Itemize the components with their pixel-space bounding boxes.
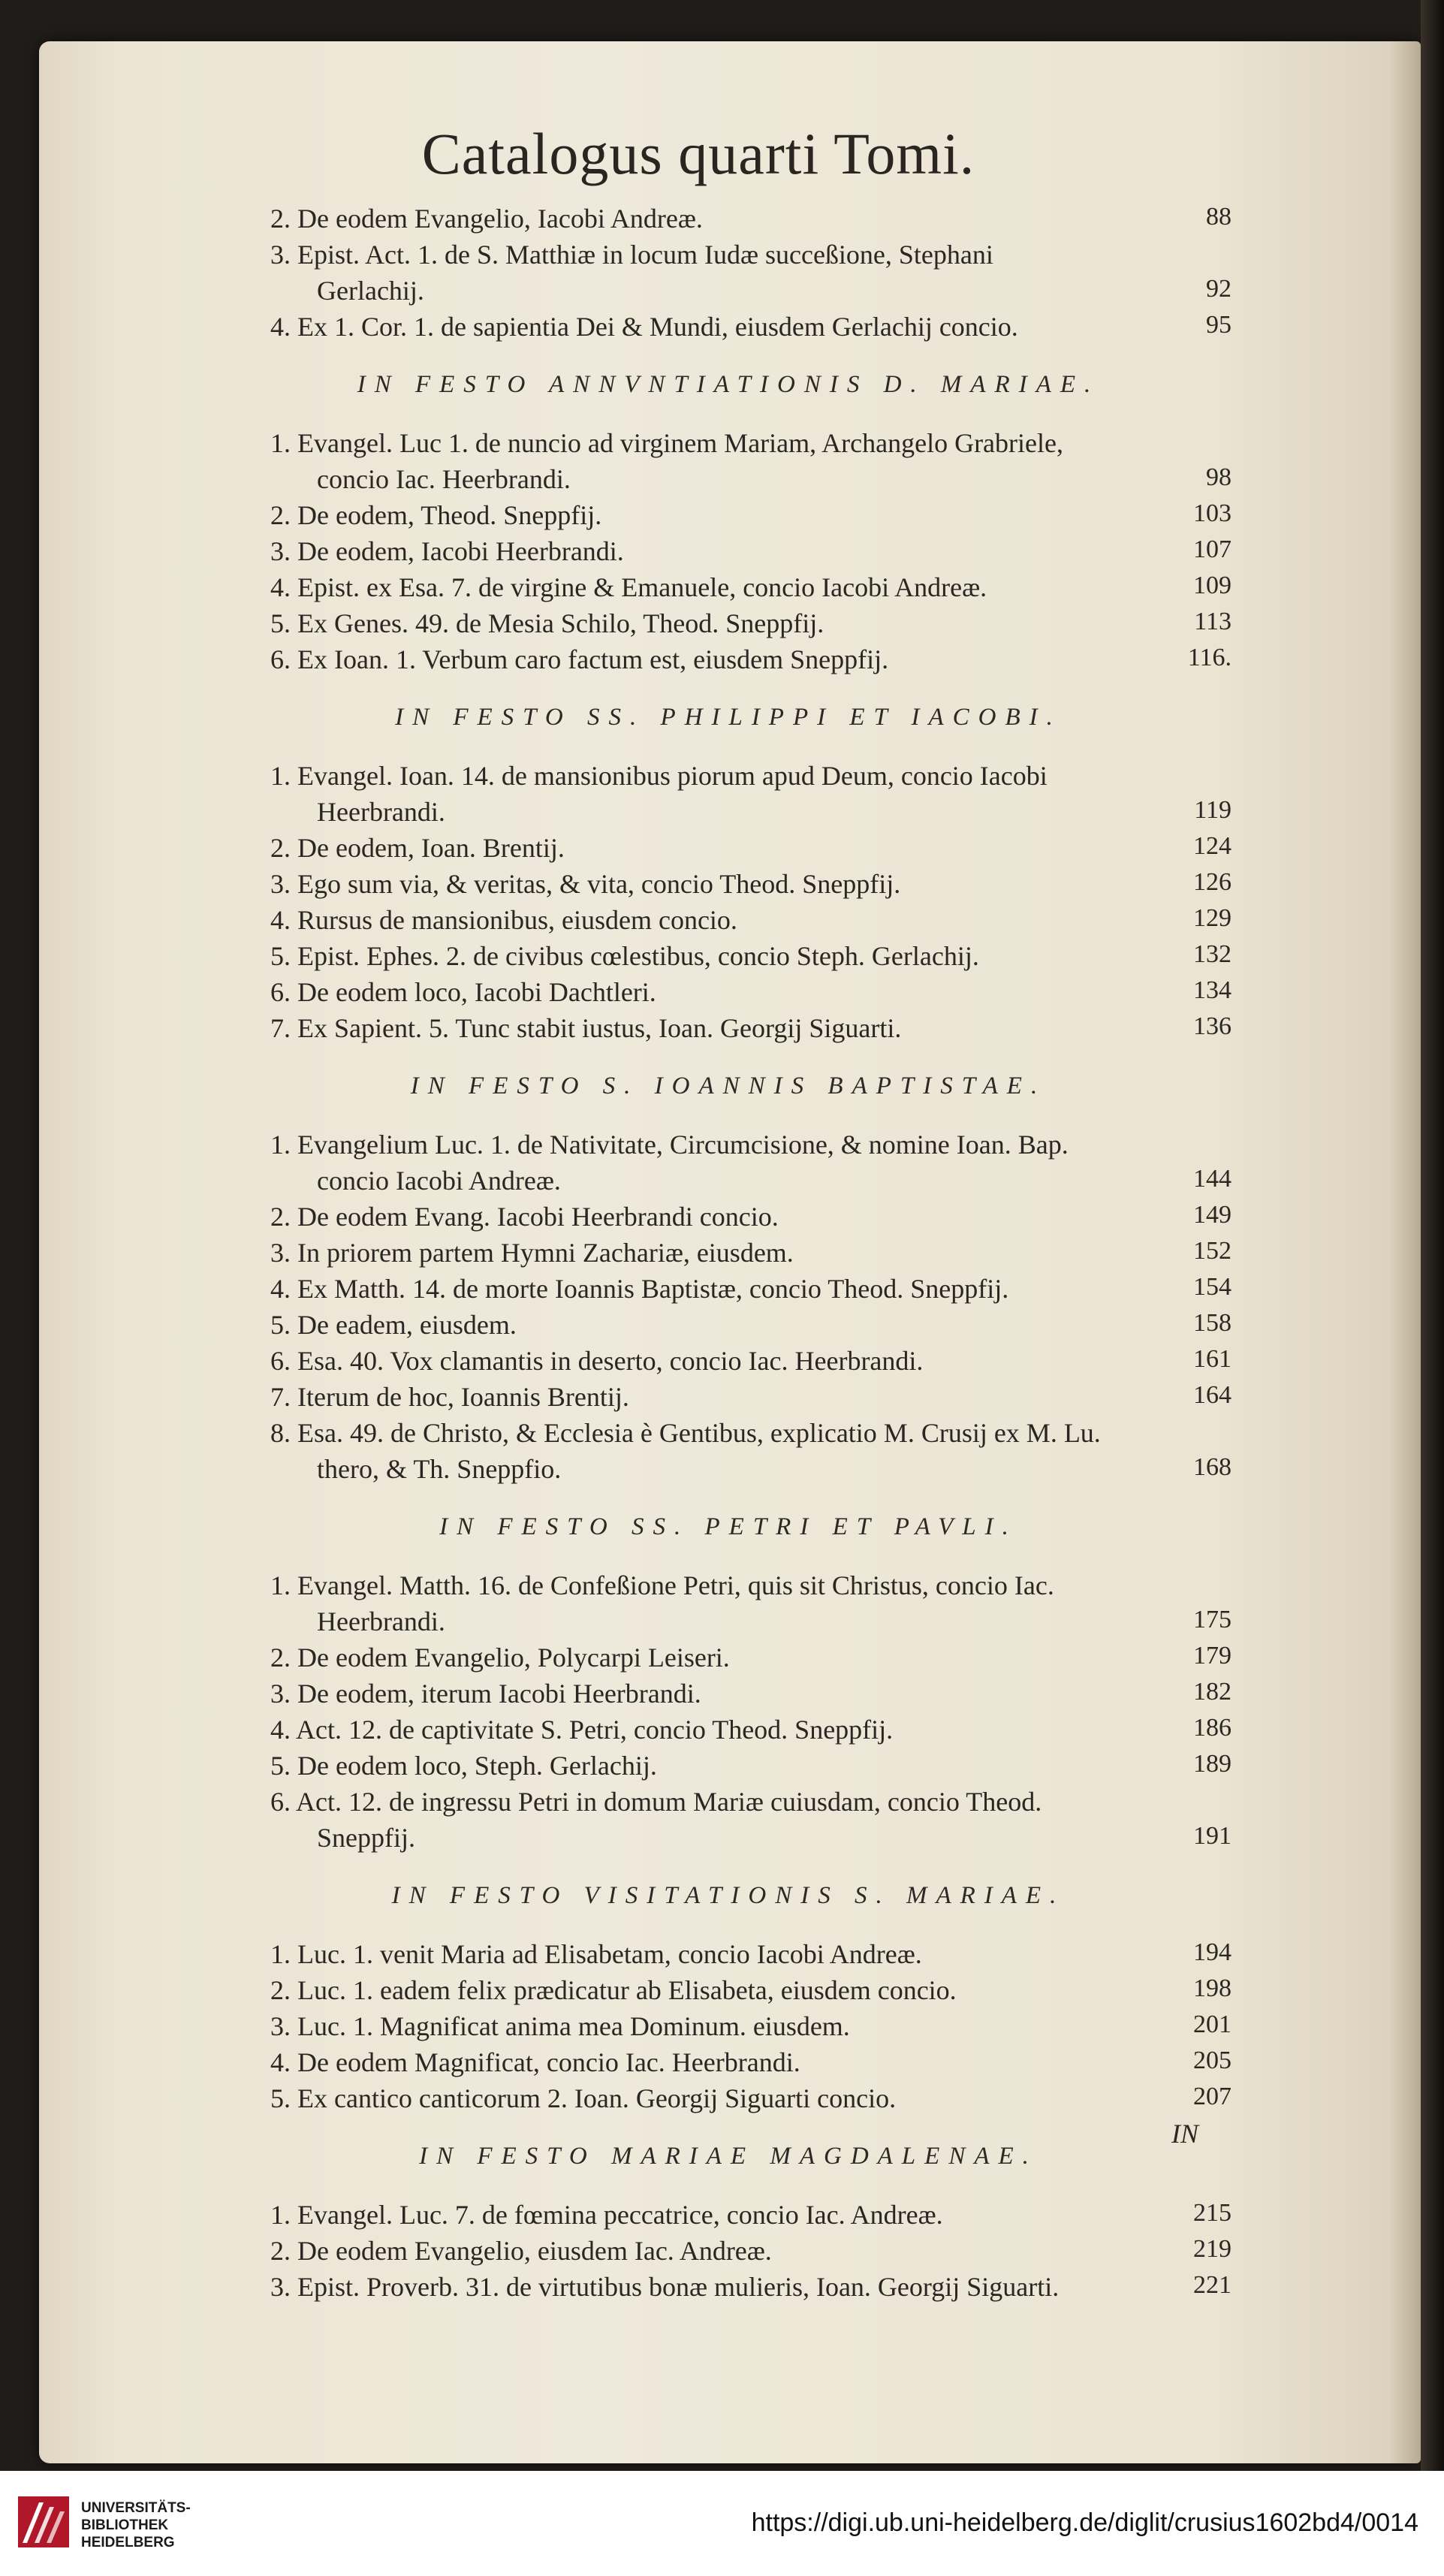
entry-text: 4. Act. 12. de captivitate S. Petri, concio Theod. Sneppfij. <box>270 1715 894 1745</box>
entry-page-number: 198 <box>1193 1974 1231 2002</box>
entry-text: 4. Epist. ex Esa. 7. de virgine & Emanuele, concio Iacobi Andreæ. <box>270 572 987 602</box>
entry-text: Heerbrandi. <box>317 1606 445 1636</box>
entry-page-number: 175 <box>1193 1606 1231 1633</box>
catalog-entry <box>270 463 1231 499</box>
entry-text: 5. De eodem loco, Steph. Gerlachij. <box>270 1751 657 1781</box>
entry-text: 5. Epist. Ephes. 2. de civibus cœlestibus, concio Steph. Gerlachij. <box>270 941 979 971</box>
entry-text: 5. Ex Genes. 49. de Mesia Schilo, Theod. Sneppfij. <box>270 608 824 638</box>
catalog-entry <box>270 572 1231 608</box>
entry-page-number: 186 <box>1193 1714 1231 1742</box>
entry-page-number: 132 <box>1193 940 1231 968</box>
entry-page-number: 194 <box>1193 1938 1231 1966</box>
catalog-entry <box>270 1642 1231 1678</box>
catalog-entry <box>270 1129 1231 1165</box>
entry-text: 3. Luc. 1. Magnificat anima mea Dominum. eiusdem. <box>270 2011 850 2041</box>
catalog-entry <box>270 535 1231 572</box>
entry-text: concio Iac. Heerbrandi. <box>317 464 571 494</box>
entry-page-number: 201 <box>1193 2010 1231 2038</box>
entry-text: 3. De eodem, iterum Iacobi Heerbrandi. <box>270 1679 701 1709</box>
catalog-entry <box>270 868 1231 904</box>
entry-page-number: 152 <box>1193 1237 1231 1265</box>
entry-text: 1. Evangelium Luc. 1. de Nativitate, Circumcisione, & nomine Ioan. Bap. <box>270 1130 1069 1160</box>
catalog-entry <box>270 1570 1231 1606</box>
entry-page-number: 168 <box>1193 1453 1231 1481</box>
entry-text: 3. Ego sum via, & veritas, & vita, concio Theod. Sneppfij. <box>270 869 901 899</box>
entry-page-number: 124 <box>1193 832 1231 860</box>
entry-text: 6. De eodem loco, Iacobi Dachtleri. <box>270 977 656 1007</box>
entry-page-number: 134 <box>1193 976 1231 1004</box>
entry-page-number: 182 <box>1193 1678 1231 1706</box>
catalog-entry <box>270 203 1231 239</box>
entry-text: 3. Epist. Act. 1. de S. Matthiæ in locum Iudæ succeßione, Stephani <box>270 240 993 270</box>
entry-page-number: 191 <box>1193 1822 1231 1850</box>
entry-page-number: 144 <box>1193 1165 1231 1193</box>
entry-page-number: 103 <box>1193 499 1231 527</box>
catalog-entry <box>270 427 1231 463</box>
catalog-entry <box>270 1417 1231 1453</box>
entry-page-number: 149 <box>1193 1201 1231 1229</box>
section-heading: IN FESTO S. IOANNIS BAPTISTAE. <box>410 1072 1047 1099</box>
entry-page-number: 189 <box>1193 1750 1231 1778</box>
entry-text: 6. Act. 12. de ingressu Petri in domum Mariæ cuiusdam, concio Theod. <box>270 1787 1042 1817</box>
entry-text: Sneppfij. <box>317 1823 415 1853</box>
library-name-line: BIBLIOTHEK <box>81 2517 169 2533</box>
catalog-entry <box>270 311 1231 347</box>
catalog-entry <box>270 2199 1231 2235</box>
next-page-edge <box>1421 0 1444 2471</box>
catchword: IN <box>1171 2119 1198 2149</box>
catalog-entry <box>270 1606 1231 1642</box>
catalog-entry <box>270 976 1231 1012</box>
entry-text: 6. Ex Ioan. 1. Verbum caro factum est, eiusdem Sneppfij. <box>270 644 889 674</box>
section-heading: IN FESTO ANNVNTIATIONIS D. MARIAE. <box>357 371 1100 398</box>
page-edge-shadow <box>1389 41 1421 2463</box>
entry-text: 1. Evangel. Matth. 16. de Confeßione Petri, quis sit Christus, concio Iac. <box>270 1570 1054 1600</box>
entry-page-number: 161 <box>1193 1345 1231 1373</box>
entry-text: 2. De eodem Evangelio, eiusdem Iac. Andreæ. <box>270 2236 772 2266</box>
catalog-entry <box>270 1822 1231 1858</box>
library-name-line: UNIVERSITÄTS- <box>81 2500 191 2516</box>
catalog-entry <box>270 1237 1231 1273</box>
entry-text: 2. De eodem Evangelio, Iacobi Andreæ. <box>270 204 703 234</box>
entry-page-number: 92 <box>1206 275 1231 303</box>
entry-page-number: 219 <box>1193 2235 1231 2263</box>
entry-page-number: 179 <box>1193 1642 1231 1670</box>
entry-text: 2. Luc. 1. eadem felix prædicatur ab Elisabeta, eiusdem concio. <box>270 1975 957 2005</box>
entry-text: 7. Iterum de hoc, Ioannis Brentij. <box>270 1382 629 1412</box>
entry-text: 3. Epist. Proverb. 31. de virtutibus bonæ mulieris, Ioan. Georgij Siguarti. <box>270 2272 1060 2302</box>
catalog-entry <box>270 239 1231 275</box>
catalog-entry <box>270 904 1231 940</box>
catalog-entry <box>270 608 1231 644</box>
catalog-entry <box>270 1381 1231 1417</box>
entry-page-number: 164 <box>1193 1381 1231 1409</box>
entry-text: 4. Ex 1. Cor. 1. de sapientia Dei & Mundi, eiusdem Gerlachij concio. <box>270 312 1018 342</box>
catalog-entry <box>270 1786 1231 1822</box>
entry-text: 2. De eodem Evang. Iacobi Heerbrandi concio. <box>270 1202 779 1232</box>
entry-page-number: 109 <box>1193 572 1231 599</box>
catalog-entry <box>270 1678 1231 1714</box>
entry-text: 2. De eodem, Theod. Sneppfij. <box>270 500 602 530</box>
catalog-entry <box>270 499 1231 535</box>
entry-text: 1. Evangel. Ioan. 14. de mansionibus piorum apud Deum, concio Iacobi <box>270 761 1048 791</box>
entry-text: 2. De eodem Evangelio, Polycarpi Leiseri. <box>270 1642 730 1673</box>
catalog-entry <box>270 940 1231 976</box>
entry-text: 4. Ex Matth. 14. de morte Ioannis Baptistæ, concio Theod. Sneppfij. <box>270 1274 1009 1304</box>
catalog-entry <box>270 1453 1231 1489</box>
entry-text: 2. De eodem, Ioan. Brentij. <box>270 833 565 863</box>
catalog-entry <box>270 1165 1231 1201</box>
catalog-entry <box>270 1714 1231 1750</box>
catalog-entry <box>270 1273 1231 1309</box>
entry-text: 8. Esa. 49. de Christo, & Ecclesia è Gentibus, explicatio M. Crusij ex M. Lu. <box>270 1418 1101 1448</box>
section-heading: IN FESTO MARIAE MAGDALENAE. <box>419 2143 1038 2170</box>
entry-text: concio Iacobi Andreæ. <box>317 1166 561 1196</box>
catalog-entry <box>270 1345 1231 1381</box>
entry-page-number: 215 <box>1193 2199 1231 2227</box>
entry-page-number: 154 <box>1193 1273 1231 1301</box>
entry-text: 3. De eodem, Iacobi Heerbrandi. <box>270 536 624 566</box>
catalog-entry <box>270 2235 1231 2271</box>
page-title: Catalogus quarti Tomi. <box>421 121 975 186</box>
entry-text: 5. Ex cantico canticorum 2. Ioan. Georgij Siguarti concio. <box>270 2083 897 2113</box>
library-name-line: HEIDELBERG <box>81 2535 175 2550</box>
university-seal-icon[interactable] <box>17 2495 71 2549</box>
catalog-entry <box>270 644 1231 680</box>
entry-page-number: 95 <box>1206 311 1231 339</box>
entry-page-number: 113 <box>1194 608 1231 635</box>
catalog-entry <box>270 1012 1231 1048</box>
catalog-entry <box>270 2083 1231 2119</box>
entry-text: 4. De eodem Magnificat, concio Iac. Heerbrandi. <box>270 2047 800 2077</box>
entry-text: 1. Evangel. Luc 1. de nuncio ad virginem Mariam, Archangelo Grabriele, <box>270 428 1063 458</box>
entry-page-number: 207 <box>1193 2083 1231 2110</box>
section-heading: IN FESTO SS. PETRI ET PAVLI. <box>439 1513 1017 1540</box>
entry-text: Heerbrandi. <box>317 797 445 827</box>
catalog-entry <box>270 1750 1231 1786</box>
section-heading: IN FESTO SS. PHILIPPI ET IACOBI. <box>395 704 1062 731</box>
entry-text: 4. Rursus de mansionibus, eiusdem concio. <box>270 905 737 935</box>
entry-page-number: 119 <box>1194 796 1231 824</box>
entry-page-number: 221 <box>1193 2271 1231 2299</box>
entry-text: 3. In priorem partem Hymni Zachariæ, eiusdem. <box>270 1238 794 1268</box>
permalink-url[interactable]: https://digi.ub.uni-heidelberg.de/diglit/crusius1602bd4/0014 <box>751 2508 1418 2537</box>
entry-page-number: 205 <box>1193 2047 1231 2074</box>
entry-page-number: 158 <box>1193 1309 1231 1337</box>
library-name <box>81 2499 191 2551</box>
entry-text: Gerlachij. <box>317 276 424 306</box>
entry-text: 7. Ex Sapient. 5. Tunc stabit iustus, Ioan. Georgij Siguarti. <box>270 1013 902 1043</box>
entry-text: 6. Esa. 40. Vox clamantis in deserto, concio Iac. Heerbrandi. <box>270 1346 924 1376</box>
catalog-entry <box>270 796 1231 832</box>
entry-text: 1. Luc. 1. venit Maria ad Elisabetam, concio Iacobi Andreæ. <box>270 1939 922 1969</box>
entry-page-number: 88 <box>1206 203 1231 231</box>
catalog-entry <box>270 760 1231 796</box>
catalog-entry <box>270 2047 1231 2083</box>
entry-page-number: 136 <box>1193 1012 1231 1040</box>
entry-text: 5. De eadem, eiusdem. <box>270 1310 517 1340</box>
entry-text: 1. Evangel. Luc. 7. de fœmina peccatrice, concio Iac. Andreæ. <box>270 2200 943 2230</box>
entry-page-number: 98 <box>1206 463 1231 491</box>
catalog-entry <box>270 832 1231 868</box>
catalog-entry <box>270 2010 1231 2047</box>
catalog-entry <box>270 275 1231 311</box>
entry-page-number: 129 <box>1193 904 1231 932</box>
catalog-entry <box>270 1201 1231 1237</box>
catalog-entry <box>270 1309 1231 1345</box>
entry-page-number: 107 <box>1193 535 1231 563</box>
catalog-entry <box>270 1974 1231 2010</box>
entry-page-number: 116. <box>1187 644 1231 671</box>
footer-bar <box>0 2471 1444 2576</box>
catalog-entry <box>270 1938 1231 1974</box>
section-heading: IN FESTO VISITATIONIS S. MARIAE. <box>391 1882 1066 1909</box>
catalog-entry <box>270 2271 1231 2307</box>
entry-page-number: 126 <box>1193 868 1231 896</box>
entry-text: thero, & Th. Sneppfio. <box>317 1454 562 1484</box>
